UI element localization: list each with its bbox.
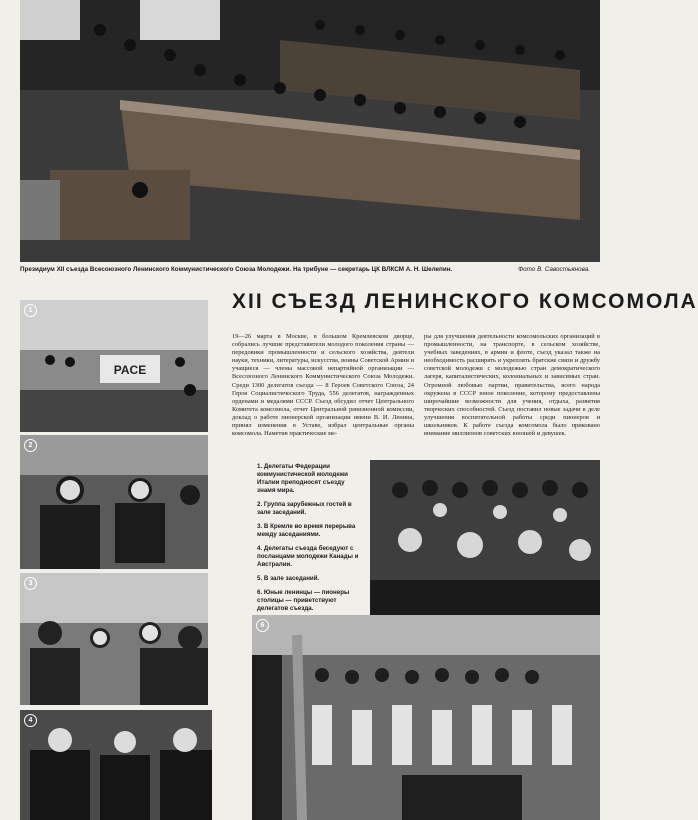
photo-number: 2 xyxy=(24,439,37,452)
top-photo-caption: Президиум XII съезда Всесоюзного Ленинского Коммунистического Союза Молодежи. На трибуне — секретарь ЦК ВЛКСМ А. Н. Шелепин. Фото В. Савостьянова. xyxy=(20,266,590,273)
caption-item: 2. Группа зарубежных гостей в зале заседаний. xyxy=(257,501,352,516)
banner-text: PACE xyxy=(113,363,147,377)
photo-number: 6 xyxy=(256,619,269,632)
photo-2 xyxy=(20,435,208,569)
photo-3 xyxy=(20,573,208,705)
photo-4 xyxy=(20,710,212,820)
caption-item: 4. Делегаты съезда беседуют с посланцами молодежи Канады и Австралии. xyxy=(257,545,359,568)
caption-item: 5. В зале заседаний. xyxy=(257,575,320,582)
caption-item: 3. В Кремле во время перерыва между заседаниями. xyxy=(257,523,356,538)
article-title: XII СЪЕЗД ЛЕНИНСКОГО КОМСОМОЛА xyxy=(232,290,698,313)
article-column-2: ры для улучшения деятельности комсомольских организаций в промышленности, на транспорте, в сельском хозяйстве, учебных заведениях, в армии и флоте, съезд указал также на необходимость расширять и укреплять братские связи и дружбу советской молодежи с молодежью стран демократического лагеря, капиталистических, колониальных и зависимых стран. Огромной любовью партии, правительства, всего народа окружена в СССР юное поколение, которому предоставлены широчайшие возможности для учения, отдыха, развития творческих способностей. Съезд поставил новые задачи в деле улучшения воспитательной работы среди пионеров и школьников. К работе съезда комсомола было приковано внимание миллионов советских юношей и девушек. xyxy=(424,333,600,438)
photo-1 xyxy=(20,300,208,432)
photo-captions xyxy=(257,463,362,633)
photo-presidium xyxy=(20,0,600,262)
caption-item: 1. Делегаты Федерации коммунистической молодежи Италии преподносят съезду знамя мира. xyxy=(257,463,348,494)
photo-number: 4 xyxy=(24,714,37,727)
article-column-1: 19—26 марта в Москве, в большом Кремлевском дворце, собрались лучшие представители молодого поколения страны — передовики промышленности и сельского хозяйства, деятели науки, техники, литературы, искусства, воины Советской Армии и учащиеся — члены массовой непартийной организации — Всесоюзного Ленинского Коммунистического Союза Молодежи. Среди 1300 делегатов съезда — 8 Героев Советского Союза, 24 Героя Социалистического Труда, 556 делегатов, награжденных орденами и медалями СССР. Съезд обсудил отчет Центрального Комитета комсомола, отчет Центральной ревизионной комиссии, доклад о работе пионерской организации имени В. И. Ленина, принял изменения в Уставе, избрал центральные органы комсомола. Наметив практические ме- xyxy=(232,333,414,438)
photo-number: 1 xyxy=(24,304,37,317)
photo-6 xyxy=(252,615,600,820)
photo-number: 3 xyxy=(24,577,37,590)
top-photo-credit: Фото В. Савостьянова. xyxy=(518,266,590,273)
caption-item: 6. Юные ленинцы — пионеры столицы — приветствуют делегатов съезда. xyxy=(257,589,350,612)
